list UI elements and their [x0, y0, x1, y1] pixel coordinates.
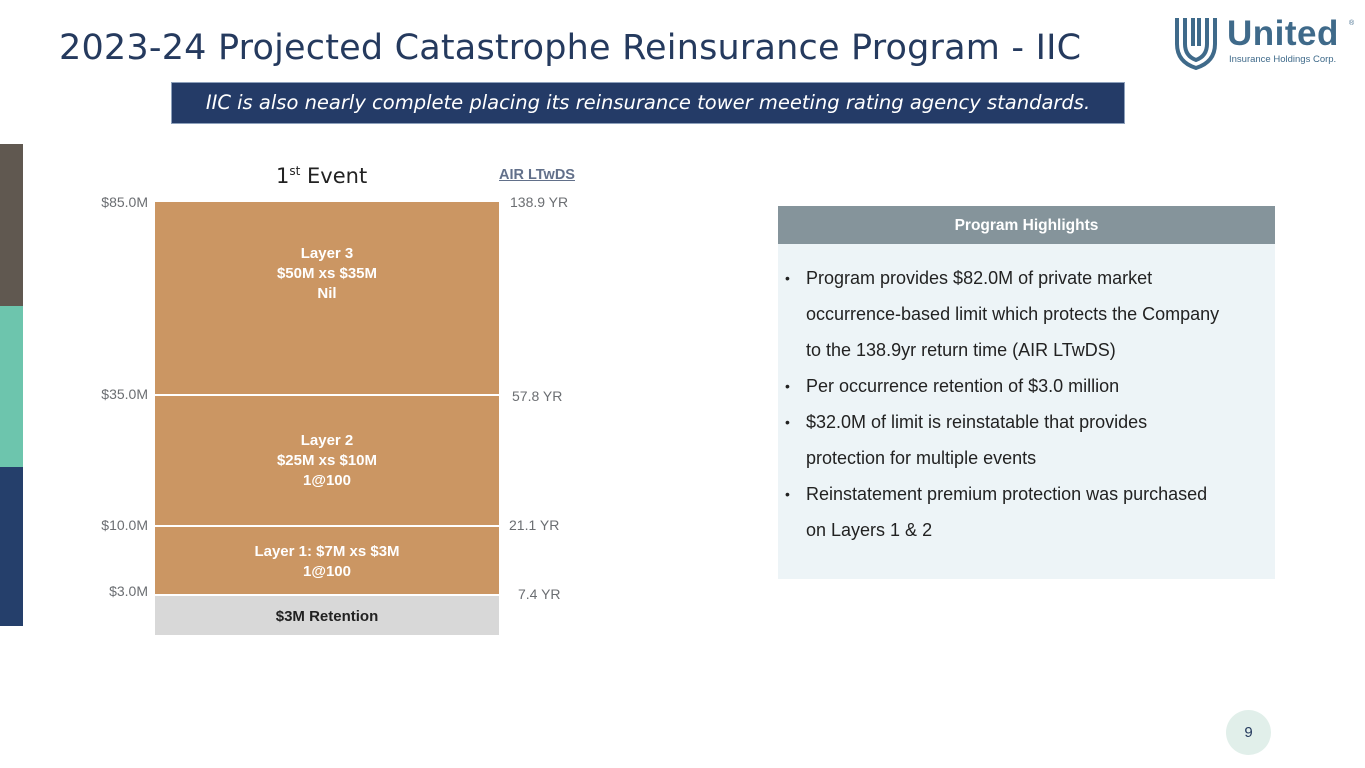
layer-1-reinstatement: 1@100 — [303, 562, 351, 580]
layer-1-block — [155, 527, 499, 594]
limit-label-3m: $3.0M — [109, 583, 148, 599]
layer-3-reinstatement: Nil — [317, 285, 337, 302]
retention-label: $3M Retention — [275, 607, 379, 625]
company-logo — [1172, 14, 1354, 72]
summary-banner: IIC is also nearly complete placing its reinsurance tower meeting rating agency standards. — [171, 82, 1125, 124]
logo-registered-mark: ® — [1349, 20, 1355, 27]
page-title: 2023-24 Projected Catastrophe Reinsurance Program - IIC — [59, 28, 1082, 68]
highlight-item — [778, 368, 1275, 404]
highlight-line: occurrence-based limit which protects the Company — [806, 304, 1220, 324]
event-title-suffix: Event — [300, 164, 368, 188]
layer-2-block — [155, 396, 499, 525]
bullet-icon: • — [785, 270, 790, 286]
layer-3-title: Layer 3 — [300, 245, 354, 262]
highlight-line: on Layers 1 & 2 — [806, 520, 933, 540]
side-accent-bar-middle — [0, 306, 23, 467]
event-title — [276, 164, 367, 188]
return-period-21-1: 21.1 YR — [509, 517, 560, 533]
highlight-item — [778, 404, 1275, 476]
bullet-icon: • — [785, 486, 790, 502]
layer-3-limit: $50M xs $35M — [276, 265, 378, 282]
event-title-number: 1 — [276, 164, 290, 188]
event-title-superscript: st — [289, 164, 301, 178]
layer-3-block — [155, 202, 499, 394]
highlights-list — [778, 244, 1275, 548]
side-accent-bar-bottom — [0, 467, 23, 626]
layer-2-title: Layer 2 — [300, 431, 354, 449]
return-period-7-4: 7.4 YR — [518, 586, 561, 602]
highlight-line: to the 138.9yr return time (AIR LTwDS) — [806, 340, 1116, 360]
side-accent-bar-top — [0, 144, 23, 306]
highlight-item — [778, 476, 1275, 548]
highlight-line: protection for multiple events — [806, 448, 1037, 468]
return-period-138-9: 138.9 YR — [510, 194, 569, 210]
program-highlights-header: Program Highlights — [778, 206, 1275, 244]
highlight-line: $32.0M of limit is reinstatable that provides — [806, 412, 1148, 432]
highlight-item — [778, 260, 1275, 368]
air-ltwds-heading: AIR LTwDS — [499, 167, 575, 183]
limit-label-85m: $85.0M — [101, 194, 148, 210]
shield-u-icon — [1174, 14, 1218, 70]
bullet-icon: • — [785, 378, 790, 394]
layer-2-reinstatement: 1@100 — [303, 471, 351, 489]
highlight-line: Program provides $82.0M of private market — [806, 268, 1153, 288]
logo-subtitle: Insurance Holdings Corp. — [1229, 54, 1337, 65]
highlight-line: Per occurrence retention of $3.0 million — [806, 376, 1120, 396]
logo-name: United — [1227, 14, 1339, 53]
layer-2-limit: $25M xs $10M — [276, 451, 378, 469]
limit-label-35m: $35.0M — [101, 386, 148, 402]
retention-block — [155, 596, 499, 635]
highlight-line: Reinstatement premium protection was purchased — [806, 484, 1208, 504]
program-highlights-panel — [778, 206, 1275, 579]
layer-1-title: Layer 1: $7M xs $3M — [254, 542, 400, 560]
page-number: 9 — [1226, 710, 1271, 755]
return-period-57-8: 57.8 YR — [512, 388, 563, 404]
limit-label-10m: $10.0M — [101, 517, 148, 533]
bullet-icon: • — [785, 414, 790, 430]
